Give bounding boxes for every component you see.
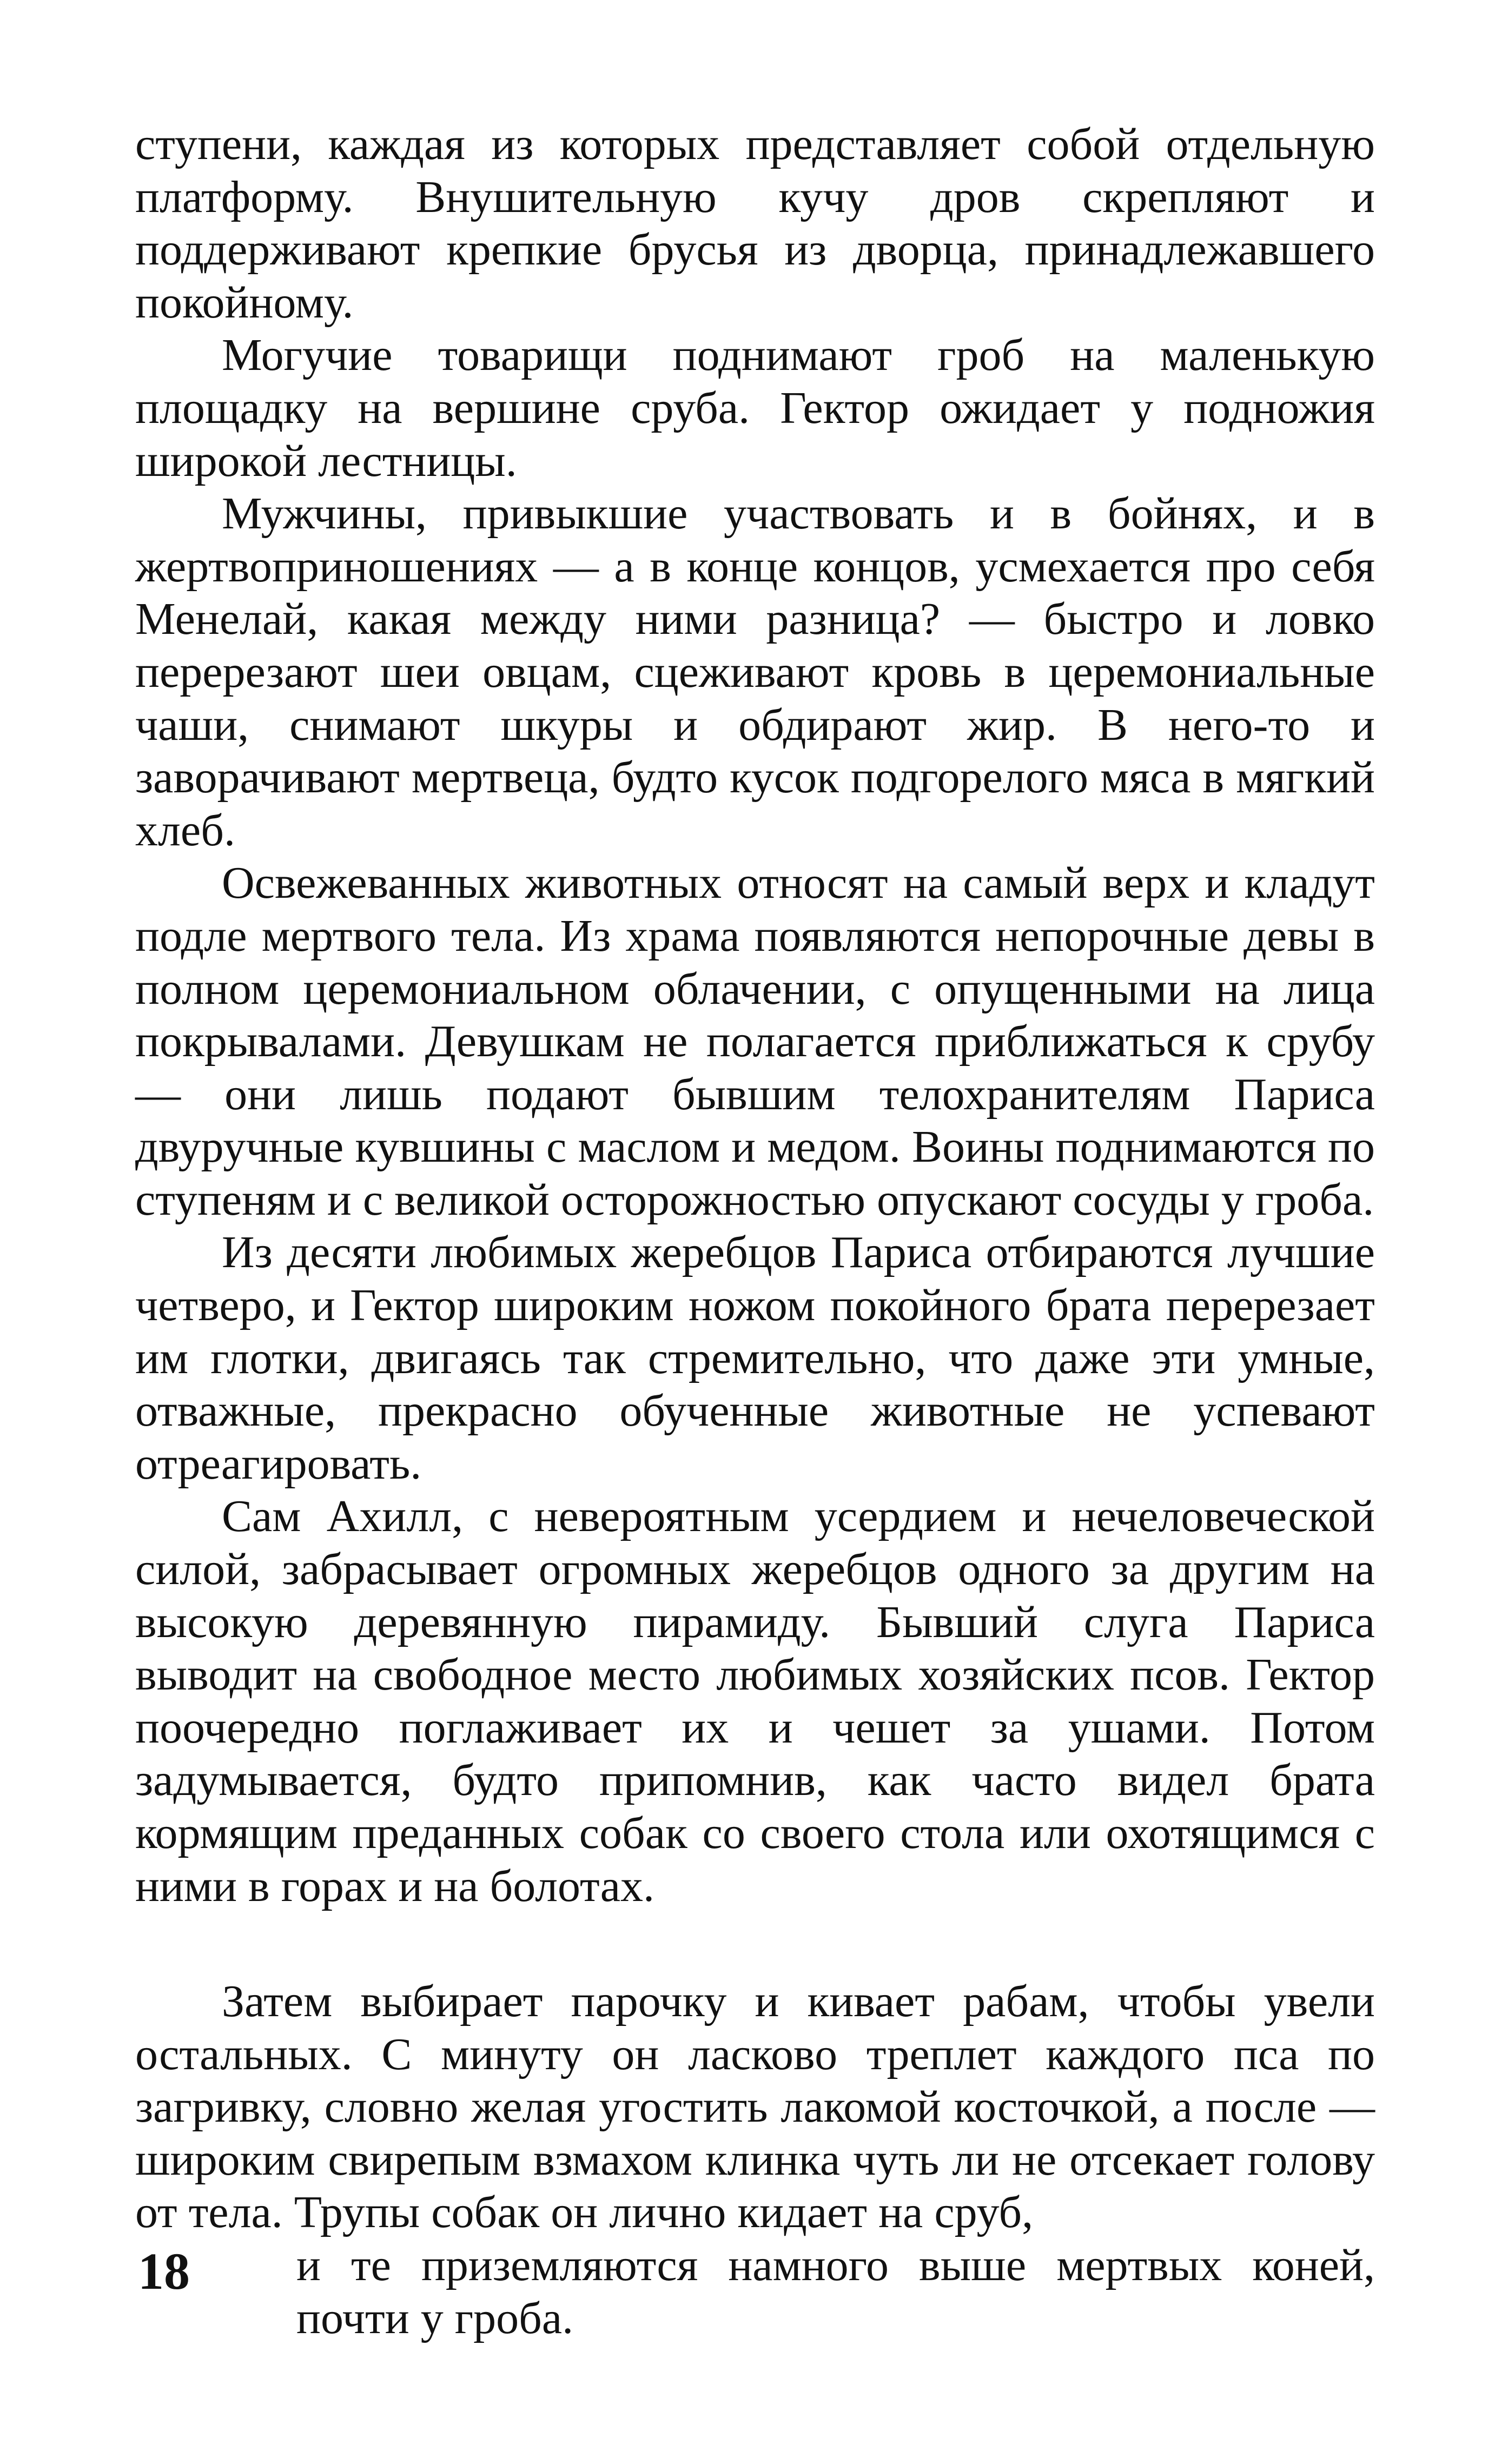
body-text <box>135 118 1375 1912</box>
tail-line-2: почти у гроба. <box>296 2293 574 2343</box>
paragraph-6: Сам Ахилл, с невероятным усердием и нечеловеческой силой, забрасывает огромных жеребцов одного за другим на высокую деревянную пирамиду. Бывший слуга Париса выводит на свободное место любимых хозяйских псов. Гектор поочередно поглаживает их и чешет за ушами. Потом задумывается, будто припомнив, как часто видел брата кормящим преданных собак со своего стола или охотящимся с ними в горах и на болотах. <box>135 1491 1375 1911</box>
last-paragraph <box>135 1975 1375 2239</box>
paragraph-1: ступени, каждая из которых представляет собой отдельную платформу. Внушительную кучу дров скрепляют и поддерживают крепкие брусья из дворца, принадлежавшего покойному. <box>135 119 1375 328</box>
paragraph-3: Мужчины, привыкшие участвовать и в бойнях, и в жертвоприношениях — а в конце концов, усмехается про себя Менелай, какая между ними разница? — быстро и ловко перерезают шеи овцам, сцеживают кровь в церемониальные чаши, снимают шкуры и обдирают жир. В него-то и заворачивают мертвеца, будто кусок подгорелого мяса в мягкий хлеб. <box>135 488 1375 856</box>
page-number: 18 <box>138 2242 190 2300</box>
paragraph-2: Могучие товарищи поднимают гроб на маленькую площадку на вершине сруба. Гектор ожидает у подножия широкой лестницы. <box>135 330 1375 486</box>
paragraph-4: Освежеванных животных относят на самый верх и кладут подле мертвого тела. Из храма появляются непорочные девы в полном церемониальном облачении, с опущенными на лица покрывалами. Девушкам не полагается приближаться к срубу — они лишь подают бывшим телохранителям Париса двуручные кувшины с маслом и медом. Воины поднимаются по ступеням и с великой осторожностью опускают сосуды у гроба. <box>135 858 1375 1225</box>
paragraph-7: Затем выбирает парочку и кивает рабам, чтобы увели остальных. С минуту он ласково треплет каждого пса по загривку, словно желая угостить лакомой косточкой, а после — широким свирепым взмахом клинка чуть ли не отсекает голову от тела. Трупы собак он лично кидает на сруб, <box>135 1976 1375 2238</box>
paragraph-5: Из десяти любимых жеребцов Париса отбираются лучшие четверо, и Гектор широким ножом покойного брата перерезает им глотки, двигаясь так стремительно, что даже эти умные, отважные, прекрасно обученные животные не успевают отреагировать. <box>135 1227 1375 1489</box>
tail-line-1: и те приземляются намного выше мертвых коней, <box>296 2240 1375 2290</box>
last-paragraph-tail <box>296 2239 1375 2344</box>
